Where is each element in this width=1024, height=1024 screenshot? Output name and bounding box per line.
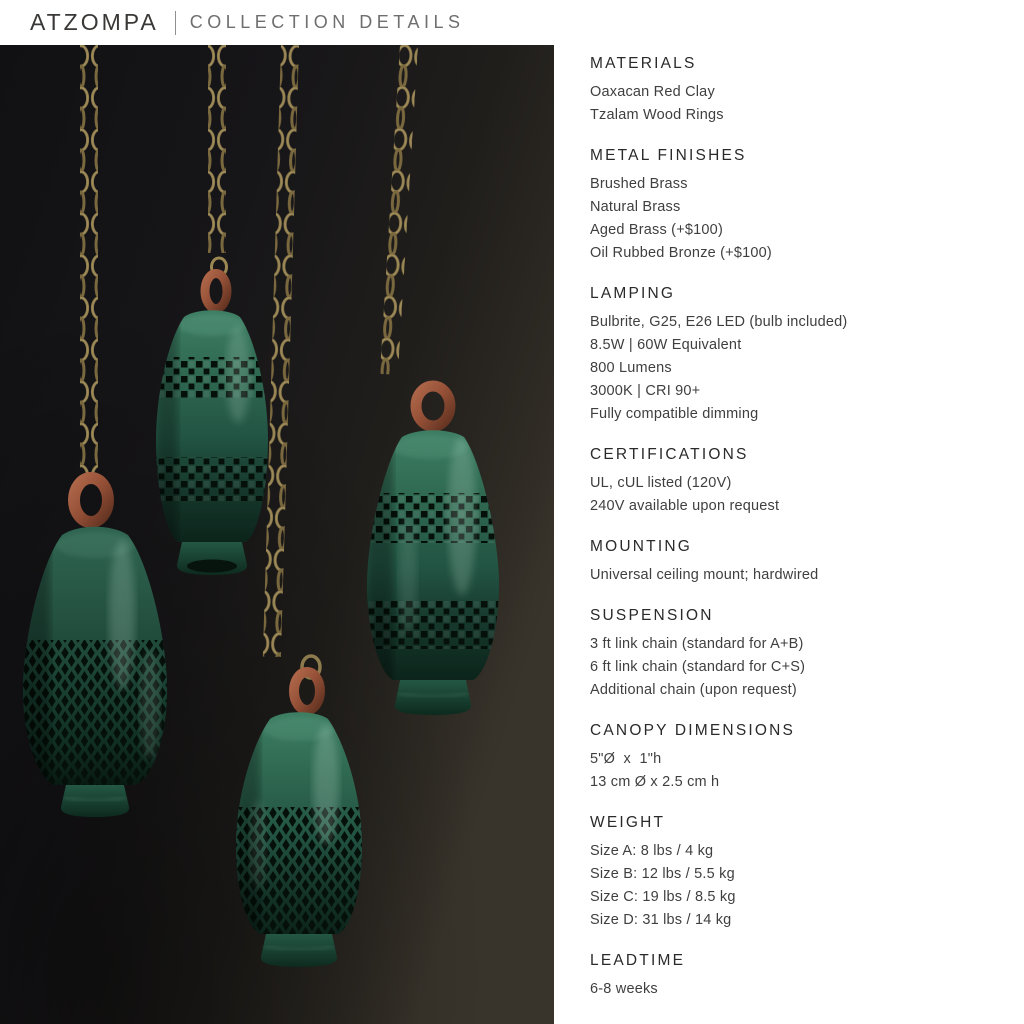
spec-line: 13 cm Ø x 2.5 cm h bbox=[590, 774, 720, 790]
section-title: METAL FINISHES bbox=[590, 147, 747, 164]
section-leadtime bbox=[590, 951, 1004, 1001]
header-divider bbox=[175, 11, 176, 35]
section-title: MATERIALS bbox=[590, 55, 697, 72]
spec-line: Oil Rubbed Bronze (+$100) bbox=[590, 245, 772, 261]
spec-line: 800 Lumens bbox=[590, 360, 672, 376]
spec-line: Brushed Brass bbox=[590, 176, 688, 192]
spec-line: 5"Ø x 1"h bbox=[590, 751, 662, 767]
spec-line: 6 ft link chain (standard for C+S) bbox=[590, 659, 806, 675]
section-materials bbox=[590, 54, 1004, 127]
section-weight bbox=[590, 813, 1004, 932]
section-title: LAMPING bbox=[590, 285, 676, 302]
spec-line: Universal ceiling mount; hardwired bbox=[590, 567, 819, 583]
section-title: WEIGHT bbox=[590, 814, 666, 831]
spec-line: 3000K | CRI 90+ bbox=[590, 383, 701, 399]
section-metal-finishes bbox=[590, 146, 1004, 265]
brass-chain-1 bbox=[80, 45, 98, 475]
spec-line: Oaxacan Red Clay bbox=[590, 84, 715, 100]
spec-line: 3 ft link chain (standard for A+B) bbox=[590, 636, 804, 652]
spec-line: Natural Brass bbox=[590, 199, 681, 215]
section-title: MOUNTING bbox=[590, 538, 692, 555]
spec-line: Size B: 12 lbs / 5.5 kg bbox=[590, 866, 735, 882]
spec-line: Aged Brass (+$100) bbox=[590, 222, 723, 238]
section-title: LEADTIME bbox=[590, 952, 686, 969]
spec-line: Additional chain (upon request) bbox=[590, 682, 797, 698]
brass-chain-2 bbox=[208, 45, 226, 253]
spec-line: Fully compatible dimming bbox=[590, 406, 759, 422]
brand-title: ATZOMPA bbox=[30, 9, 159, 35]
section-suspension bbox=[590, 606, 1004, 702]
spec-line: UL, cUL listed (120V) bbox=[590, 475, 732, 491]
section-canopy-dimensions bbox=[590, 721, 1004, 794]
section-lamping bbox=[590, 284, 1004, 426]
spec-line: 8.5W | 60W Equivalent bbox=[590, 337, 742, 353]
collection-details-panel bbox=[554, 45, 1024, 1024]
spec-line: Tzalam Wood Rings bbox=[590, 107, 724, 123]
section-mounting bbox=[590, 537, 1004, 587]
spec-line: 240V available upon request bbox=[590, 498, 780, 514]
pendant-lamps-illustration bbox=[0, 45, 554, 1024]
product-photo bbox=[0, 45, 554, 1024]
spec-line: Bulbrite, G25, E26 LED (bulb included) bbox=[590, 314, 848, 330]
page-title: COLLECTION DETAILS bbox=[189, 12, 465, 32]
spec-line: 6-8 weeks bbox=[590, 981, 658, 997]
spec-line: Size D: 31 lbs / 14 kg bbox=[590, 912, 732, 928]
section-title: CANOPY DIMENSIONS bbox=[590, 722, 796, 739]
section-title: SUSPENSION bbox=[590, 607, 714, 624]
spec-line: Size C: 19 lbs / 8.5 kg bbox=[590, 889, 736, 905]
spec-line: Size A: 8 lbs / 4 kg bbox=[590, 843, 714, 859]
page-header bbox=[0, 0, 1024, 45]
section-certifications bbox=[590, 445, 1004, 518]
section-title: CERTIFICATIONS bbox=[590, 446, 749, 463]
